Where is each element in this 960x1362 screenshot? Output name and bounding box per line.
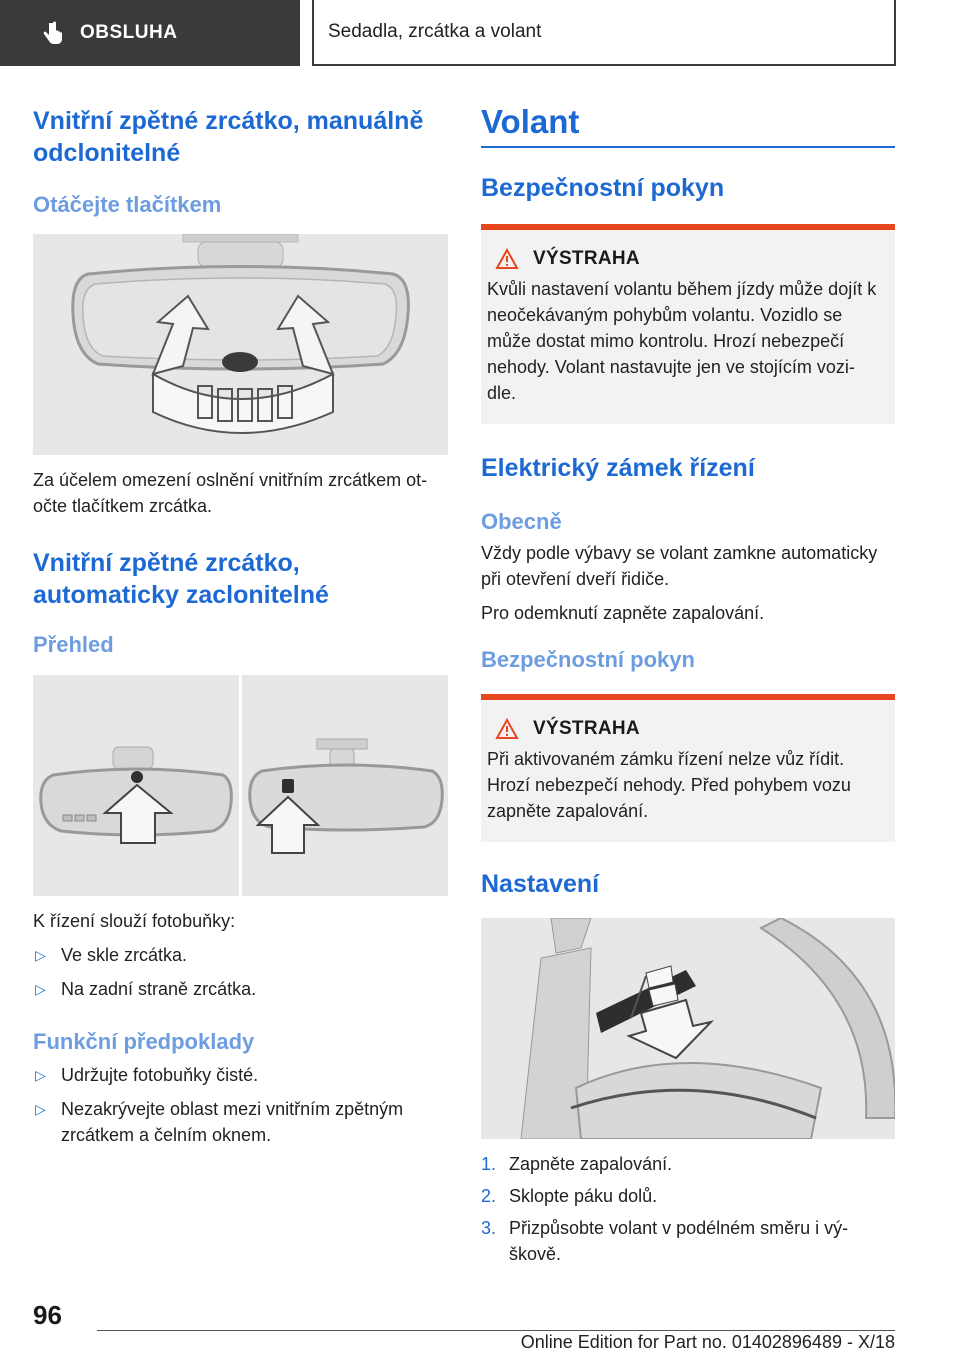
- triangle-bullet-icon: ▷: [35, 1067, 46, 1083]
- triangle-bullet-icon: ▷: [35, 981, 46, 997]
- heading-setting: Nastavení: [481, 870, 600, 898]
- list-item: ▷ Na zadní straně zrcátka.: [33, 976, 448, 1002]
- subheading-general: Obecně: [481, 509, 562, 534]
- subheading-turn-button: Otáčejte tlačítkem: [33, 192, 222, 217]
- triangle-bullet-icon: ▷: [35, 1101, 46, 1117]
- chapter-tab: [312, 0, 896, 66]
- figure-manual-mirror: [33, 234, 448, 455]
- mirror-front-illustration: [33, 675, 239, 896]
- heading-manual-mirror: Vnitřní zpětné zrcátko, manuálně odclonitelné: [33, 107, 424, 167]
- paragraph-sensors: K řízení slouží fotobuňky:: [33, 911, 236, 931]
- figure-mirror-front: [33, 675, 239, 896]
- steering-lever-illustration: [481, 918, 895, 1139]
- subheading-safety-2: Bezpečnostní pokyn: [481, 647, 695, 672]
- warning-title: VÝSTRAHA: [533, 718, 640, 739]
- section-tab: [0, 0, 300, 66]
- right-column: [481, 100, 895, 1273]
- figure-auto-mirror: [33, 675, 448, 896]
- warning-box-lock: [481, 694, 895, 842]
- list-item: ▷ Nezakrývejte oblast mezi vnitřním zpětným zrcátkem a čelním oknem.: [33, 1096, 448, 1148]
- list-item: ▷ Udržujte fotobuňky čisté.: [33, 1062, 448, 1088]
- warning-text: Při aktivovaném zámku řízení nelze vůz řídit. Hrozí nebezpečí nehody. Před pohybem vozu zapněte zapalování.: [487, 749, 851, 821]
- warning-triangle-icon: [495, 248, 519, 270]
- list-steps: [481, 1151, 895, 1267]
- warning-triangle-icon: [495, 718, 519, 740]
- page-footer: [0, 1290, 960, 1362]
- warning-title-row: [487, 248, 877, 270]
- page-header: [0, 0, 960, 66]
- triangle-bullet-icon: ▷: [35, 947, 46, 963]
- mirror-illustration: [33, 234, 448, 455]
- mirror-back-illustration: [242, 675, 448, 896]
- footer-rule: [97, 1330, 895, 1331]
- page-number: 96: [33, 1300, 62, 1330]
- warning-title-row: [487, 718, 877, 740]
- paragraph-general-1: Vždy podle výbavy se volant zamkne automaticky při otevření dveří řidiče.: [481, 543, 878, 589]
- paragraph-manual-mirror: Za účelem omezení oslnění vnitřním zrcátkem ot‐očte tlačítkem zrcátka.: [33, 470, 428, 516]
- heading-auto-mirror: Vnitřní zpětné zrcátko, automaticky zaclonitelné: [33, 549, 329, 609]
- chapter-title: Sedadla, zrcátka a volant: [328, 21, 542, 42]
- list-prerequisites: [33, 1062, 448, 1148]
- subheading-safety: Bezpečnostní pokyn: [481, 174, 725, 202]
- warning-box-adjust: [481, 224, 895, 424]
- warning-title: VÝSTRAHA: [533, 248, 640, 269]
- left-column: [33, 100, 448, 1156]
- figure-steering-lever: [481, 918, 895, 1139]
- heading-steering-wheel: Volant: [481, 103, 580, 140]
- list-sensors: [33, 942, 448, 1002]
- paragraph-general-2: Pro odemknutí zapněte zapalování.: [481, 603, 765, 623]
- hand-icon: [40, 20, 66, 46]
- list-item: 3. Přizpůsobte volant v podélném směru i vý‐škově.: [481, 1218, 849, 1264]
- section-title: OBSLUHA: [80, 22, 178, 43]
- list-item: 1. Zapněte zapalování.: [481, 1154, 673, 1174]
- edition-note: Online Edition for Part no. 01402896489 - X/18: [520, 1332, 895, 1352]
- warning-text: Kvůli nastavení volantu během jízdy může dojít k neočekávaným pohybům volantu. Vozidlo se může dostat mimo kontrolu. Hrozí nebezpečí nehody. Volant nastavujte jen ve stojícím vozi‐dle.: [487, 279, 877, 403]
- list-item: ▷ Ve skle zrcátka.: [33, 942, 448, 968]
- subheading-prerequisites: Funkční předpoklady: [33, 1029, 255, 1054]
- subheading-overview: Přehled: [33, 632, 114, 657]
- figure-mirror-back: [242, 675, 448, 896]
- list-item: 2. Sklopte páku dolů.: [481, 1186, 658, 1206]
- heading-steering-lock: Elektrický zámek řízení: [481, 454, 755, 482]
- heading-rule: [481, 146, 895, 148]
